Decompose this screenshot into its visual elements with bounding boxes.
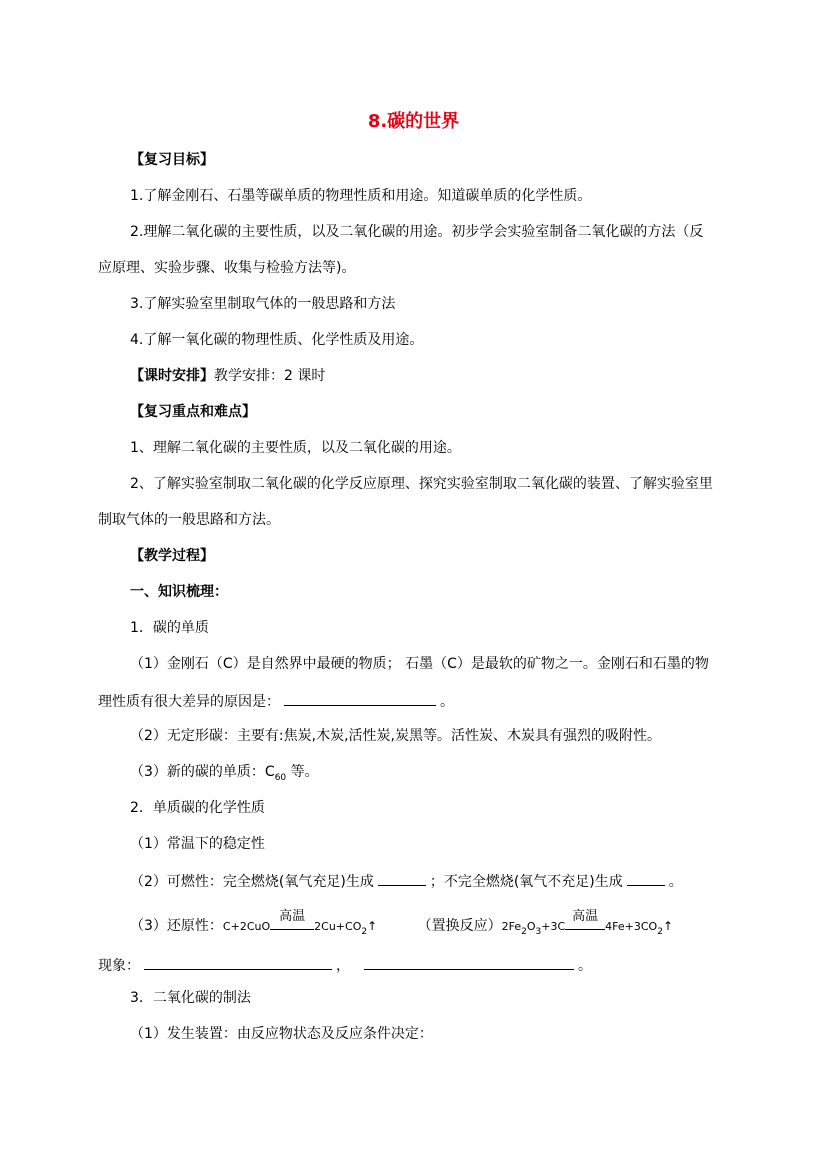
key-heading: 【复习重点和难点】 (130, 404, 256, 420)
equation-2-reactant-b: O (526, 920, 536, 933)
phenomenon-separator: ， (336, 958, 350, 974)
answer-blank[interactable] (378, 870, 426, 886)
subscript: 3 (535, 926, 542, 937)
equation-2-condition-bar (565, 909, 605, 930)
equation-condition: 高温 (572, 909, 599, 924)
item2-2-text-b: ；不完全燃烧(氧气不充足)生成 (429, 874, 623, 890)
equation-1-products: 2Cu+CO (314, 920, 362, 933)
equation-2-reactant-a: 2Fe (501, 920, 522, 933)
goal-line: 4.了解一氧化碳的物理性质、化学性质及用途。 (130, 332, 424, 348)
key-point-line: 2、了解实验室制取二氧化碳的化学反应原理、探究实验室制取二氧化碳的装置、了解实验室里 (130, 476, 713, 492)
process-heading: 【教学过程】 (130, 548, 214, 564)
schedule-heading: 【课时安排】 (130, 368, 214, 384)
phenomenon-line (98, 954, 592, 976)
subscript: 2 (657, 926, 663, 937)
item2-2-text-a: （2）可燃性：完全燃烧(氧气充足)生成 (130, 874, 374, 890)
item2-3-prefix: （3）还原性： (130, 918, 223, 934)
item2-2-text-c: 。 (668, 874, 683, 890)
schedule-line (130, 366, 325, 386)
gas-arrow-icon: ↑ (662, 919, 673, 933)
item2-heading: 2．单质碳的化学性质 (130, 800, 265, 816)
item1-3-prefix: （3）新的碳的单质：C (130, 764, 275, 780)
item2-2-line (130, 870, 683, 892)
item1-3-suffix: 等。 (286, 764, 319, 780)
item2-3-line (130, 909, 673, 942)
phenomenon-end: 。 (578, 958, 592, 974)
item1-1-line-b (98, 690, 454, 712)
equation-1-reactants: C+2CuO (222, 920, 271, 933)
goal-line: 3.了解实验室里制取气体的一般思路和方法 (130, 296, 396, 312)
page-title: 8.碳的世界 (367, 111, 460, 132)
answer-blank[interactable] (364, 954, 574, 970)
equation-2-reactant-c: +3C (541, 920, 566, 933)
answer-blank[interactable] (144, 954, 332, 970)
goal-line: 2.理解二氧化碳的主要性质，以及二氧化碳的用途。初步学会实验室制备二氧化碳的方法（反 (130, 224, 704, 240)
subscript: 2 (521, 926, 527, 937)
item1-3-line (130, 762, 319, 788)
goal-line: 应原理、实验步骤、收集与检验方法等)。 (98, 260, 356, 276)
item1-1-prefix: 理性质有很大差异的原因是： (98, 694, 280, 710)
equation-condition: 高温 (279, 909, 306, 924)
item2-1-line: （1）常温下的稳定性 (130, 836, 265, 852)
answer-blank[interactable] (627, 870, 665, 886)
section1-heading: 一、知识梳理： (130, 584, 228, 600)
answer-blank[interactable] (284, 690, 436, 706)
subscript: 2 (361, 926, 368, 937)
key-point-line: 制取气体的一般思路和方法。 (98, 512, 280, 528)
gas-arrow-icon: ↑ (367, 919, 378, 933)
item1-1-line: （1）金刚石（C）是自然界中最硬的物质； 石墨（C）是最软的矿物之一。金刚石和石墨的物 (130, 656, 709, 672)
reaction-type: （置换反应） (417, 918, 502, 934)
item1-2-line: （2）无定形碳：主要有:焦炭,木炭,活性炭,炭黑等。活性炭、木炭具有强烈的吸附性。 (130, 728, 661, 744)
item1-1-suffix: 。 (440, 694, 454, 710)
schedule-text: 教学安排：2 课时 (214, 368, 326, 384)
item3-1-line: （1）发生装置：由反应物状态及反应条件决定： (130, 1026, 433, 1042)
key-point-line: 1、理解二氧化碳的主要性质，以及二氧化碳的用途。 (130, 440, 461, 456)
goals-heading: 【复习目标】 (130, 152, 214, 168)
equation-2-products: 4Fe+3CO (605, 920, 658, 933)
item3-heading: 3．二氧化碳的制法 (130, 990, 251, 1006)
item1-heading: 1．碳的单质 (130, 620, 209, 636)
subscript: 60 (274, 772, 287, 783)
goal-line: 1.了解金刚石、石墨等碳单质的物理性质和用途。知道碳单质的化学性质。 (130, 188, 592, 204)
equation-1-condition-bar (270, 909, 314, 930)
phenomenon-label: 现象： (98, 958, 140, 974)
